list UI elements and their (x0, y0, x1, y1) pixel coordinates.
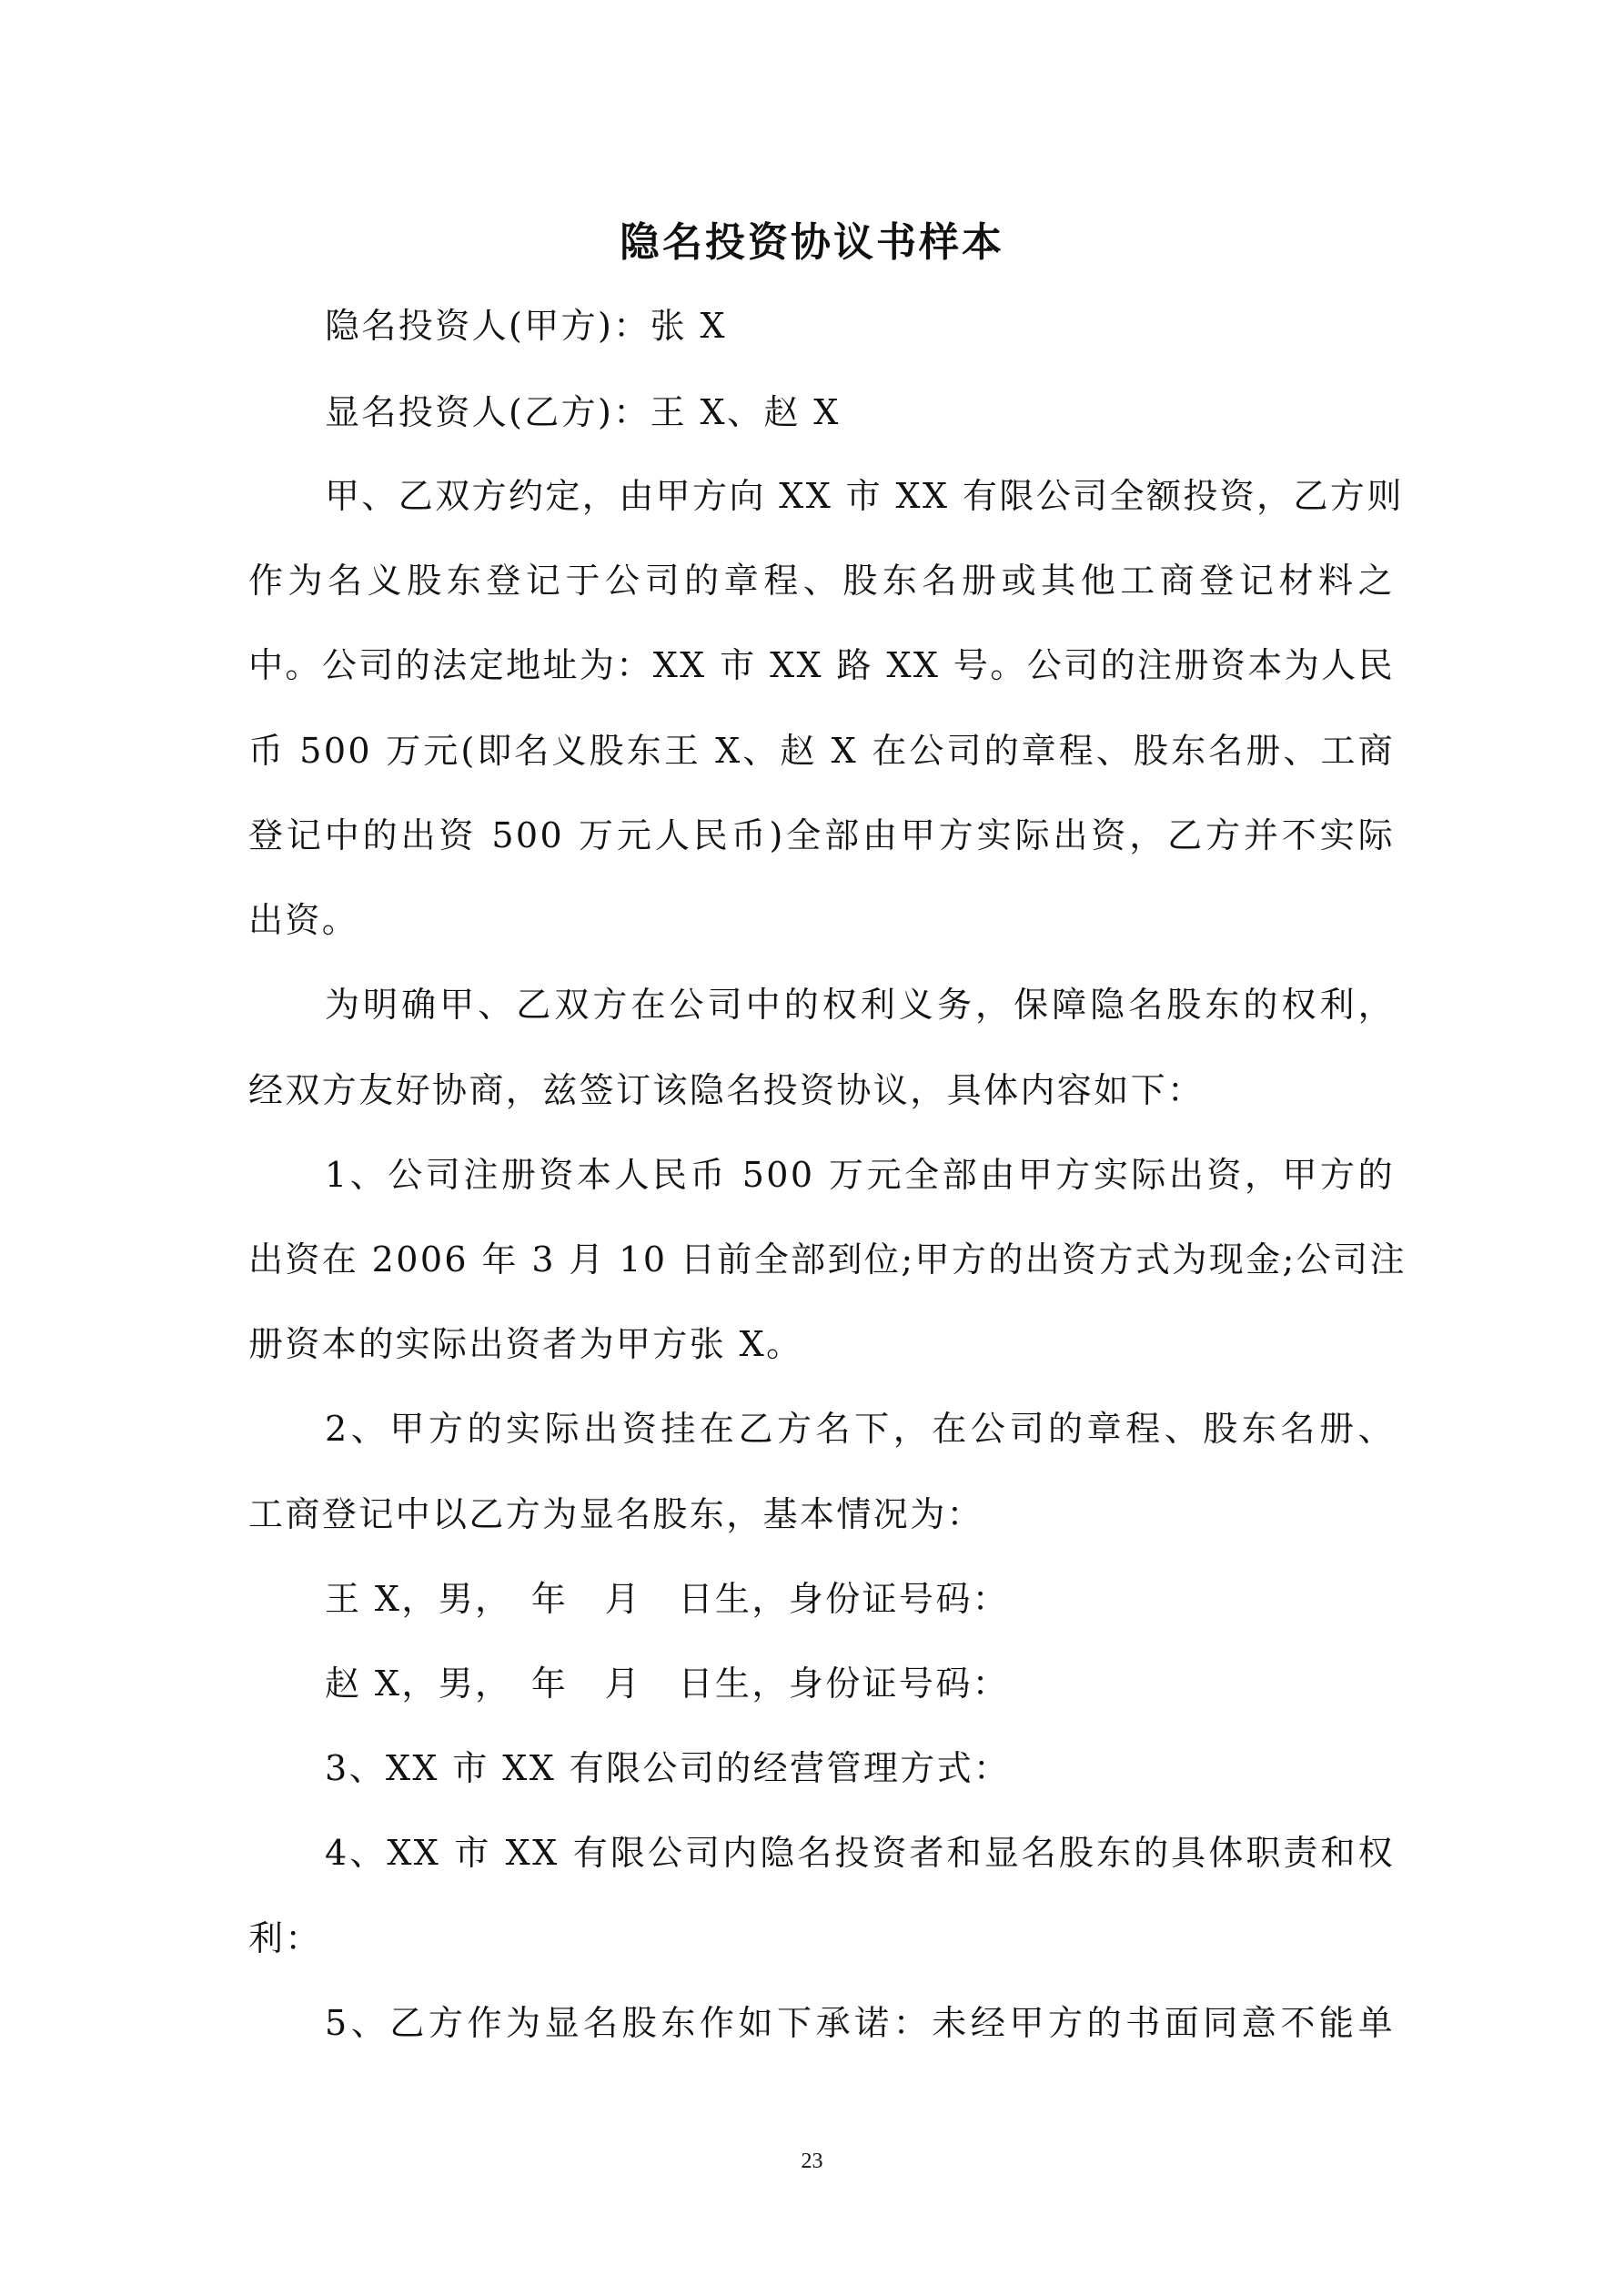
party-a-line: 隐名投资人(甲方)：张 X (325, 306, 727, 346)
paragraph-line: 出资。 (248, 900, 359, 940)
page-number: 23 (801, 2149, 823, 2173)
paragraph-line: 登记中的出资 500 万元人民币)全部由甲方实际出资，乙方并不实际 (248, 815, 1395, 855)
paragraph-line: 经双方友好协商，兹签订该隐名投资协议，具体内容如下： (248, 1070, 1205, 1110)
clause-1-line: 出资在 2006 年 3 月 10 日前全部到位;甲方的出资方式为现金;公司注 (248, 1239, 1407, 1279)
clause-3-line: 3、XX 市 XX 有限公司的经营管理方式： (325, 1748, 1011, 1788)
paragraph-line: 作为名义股东登记于公司的章程、股东名册或其他工商登记材料之 (248, 561, 1395, 601)
paragraph-line: 为明确甲、乙双方在公司中的权利义务，保障隐名股东的权利， (325, 985, 1395, 1025)
shareholder-info-line: 赵 X，男， 年 月 日生，身份证号码： (325, 1664, 1010, 1704)
party-b-line: 显名投资人(乙方)：王 X、赵 X (325, 392, 841, 432)
clause-2-line: 工商登记中以乙方为显名股东，基本情况为： (248, 1494, 984, 1534)
clause-5-line: 5、乙方作为显名股东作如下承诺：未经甲方的书面同意不能单 (325, 2003, 1395, 2043)
paragraph-line: 中。公司的法定地址为：XX 市 XX 路 XX 号。公司的注册资本为人民 (248, 645, 1395, 685)
paragraph-line: 币 500 万元(即名义股东王 X、赵 X 在公司的章程、股东名册、工商 (248, 731, 1395, 771)
clause-4-line: 利： (248, 1918, 322, 1958)
clause-1-line: 1、公司注册资本人民币 500 万元全部由甲方实际出资，甲方的 (325, 1155, 1395, 1195)
shareholder-info-line: 王 X，男， 年 月 日生，身份证号码： (325, 1579, 1010, 1619)
paragraph-line: 甲、乙双方约定，由甲方向 XX 市 XX 有限公司全额投资，乙方则 (325, 476, 1404, 516)
document-title: 隐名投资协议书样本 (620, 219, 1004, 266)
clause-1-line: 册资本的实际出资者为甲方张 X。 (248, 1324, 803, 1364)
clause-2-line: 2、甲方的实际出资挂在乙方名下，在公司的章程、股东名册、 (325, 1409, 1395, 1449)
clause-4-line: 4、XX 市 XX 有限公司内隐名投资者和显名股东的具体职责和权 (325, 1833, 1395, 1873)
